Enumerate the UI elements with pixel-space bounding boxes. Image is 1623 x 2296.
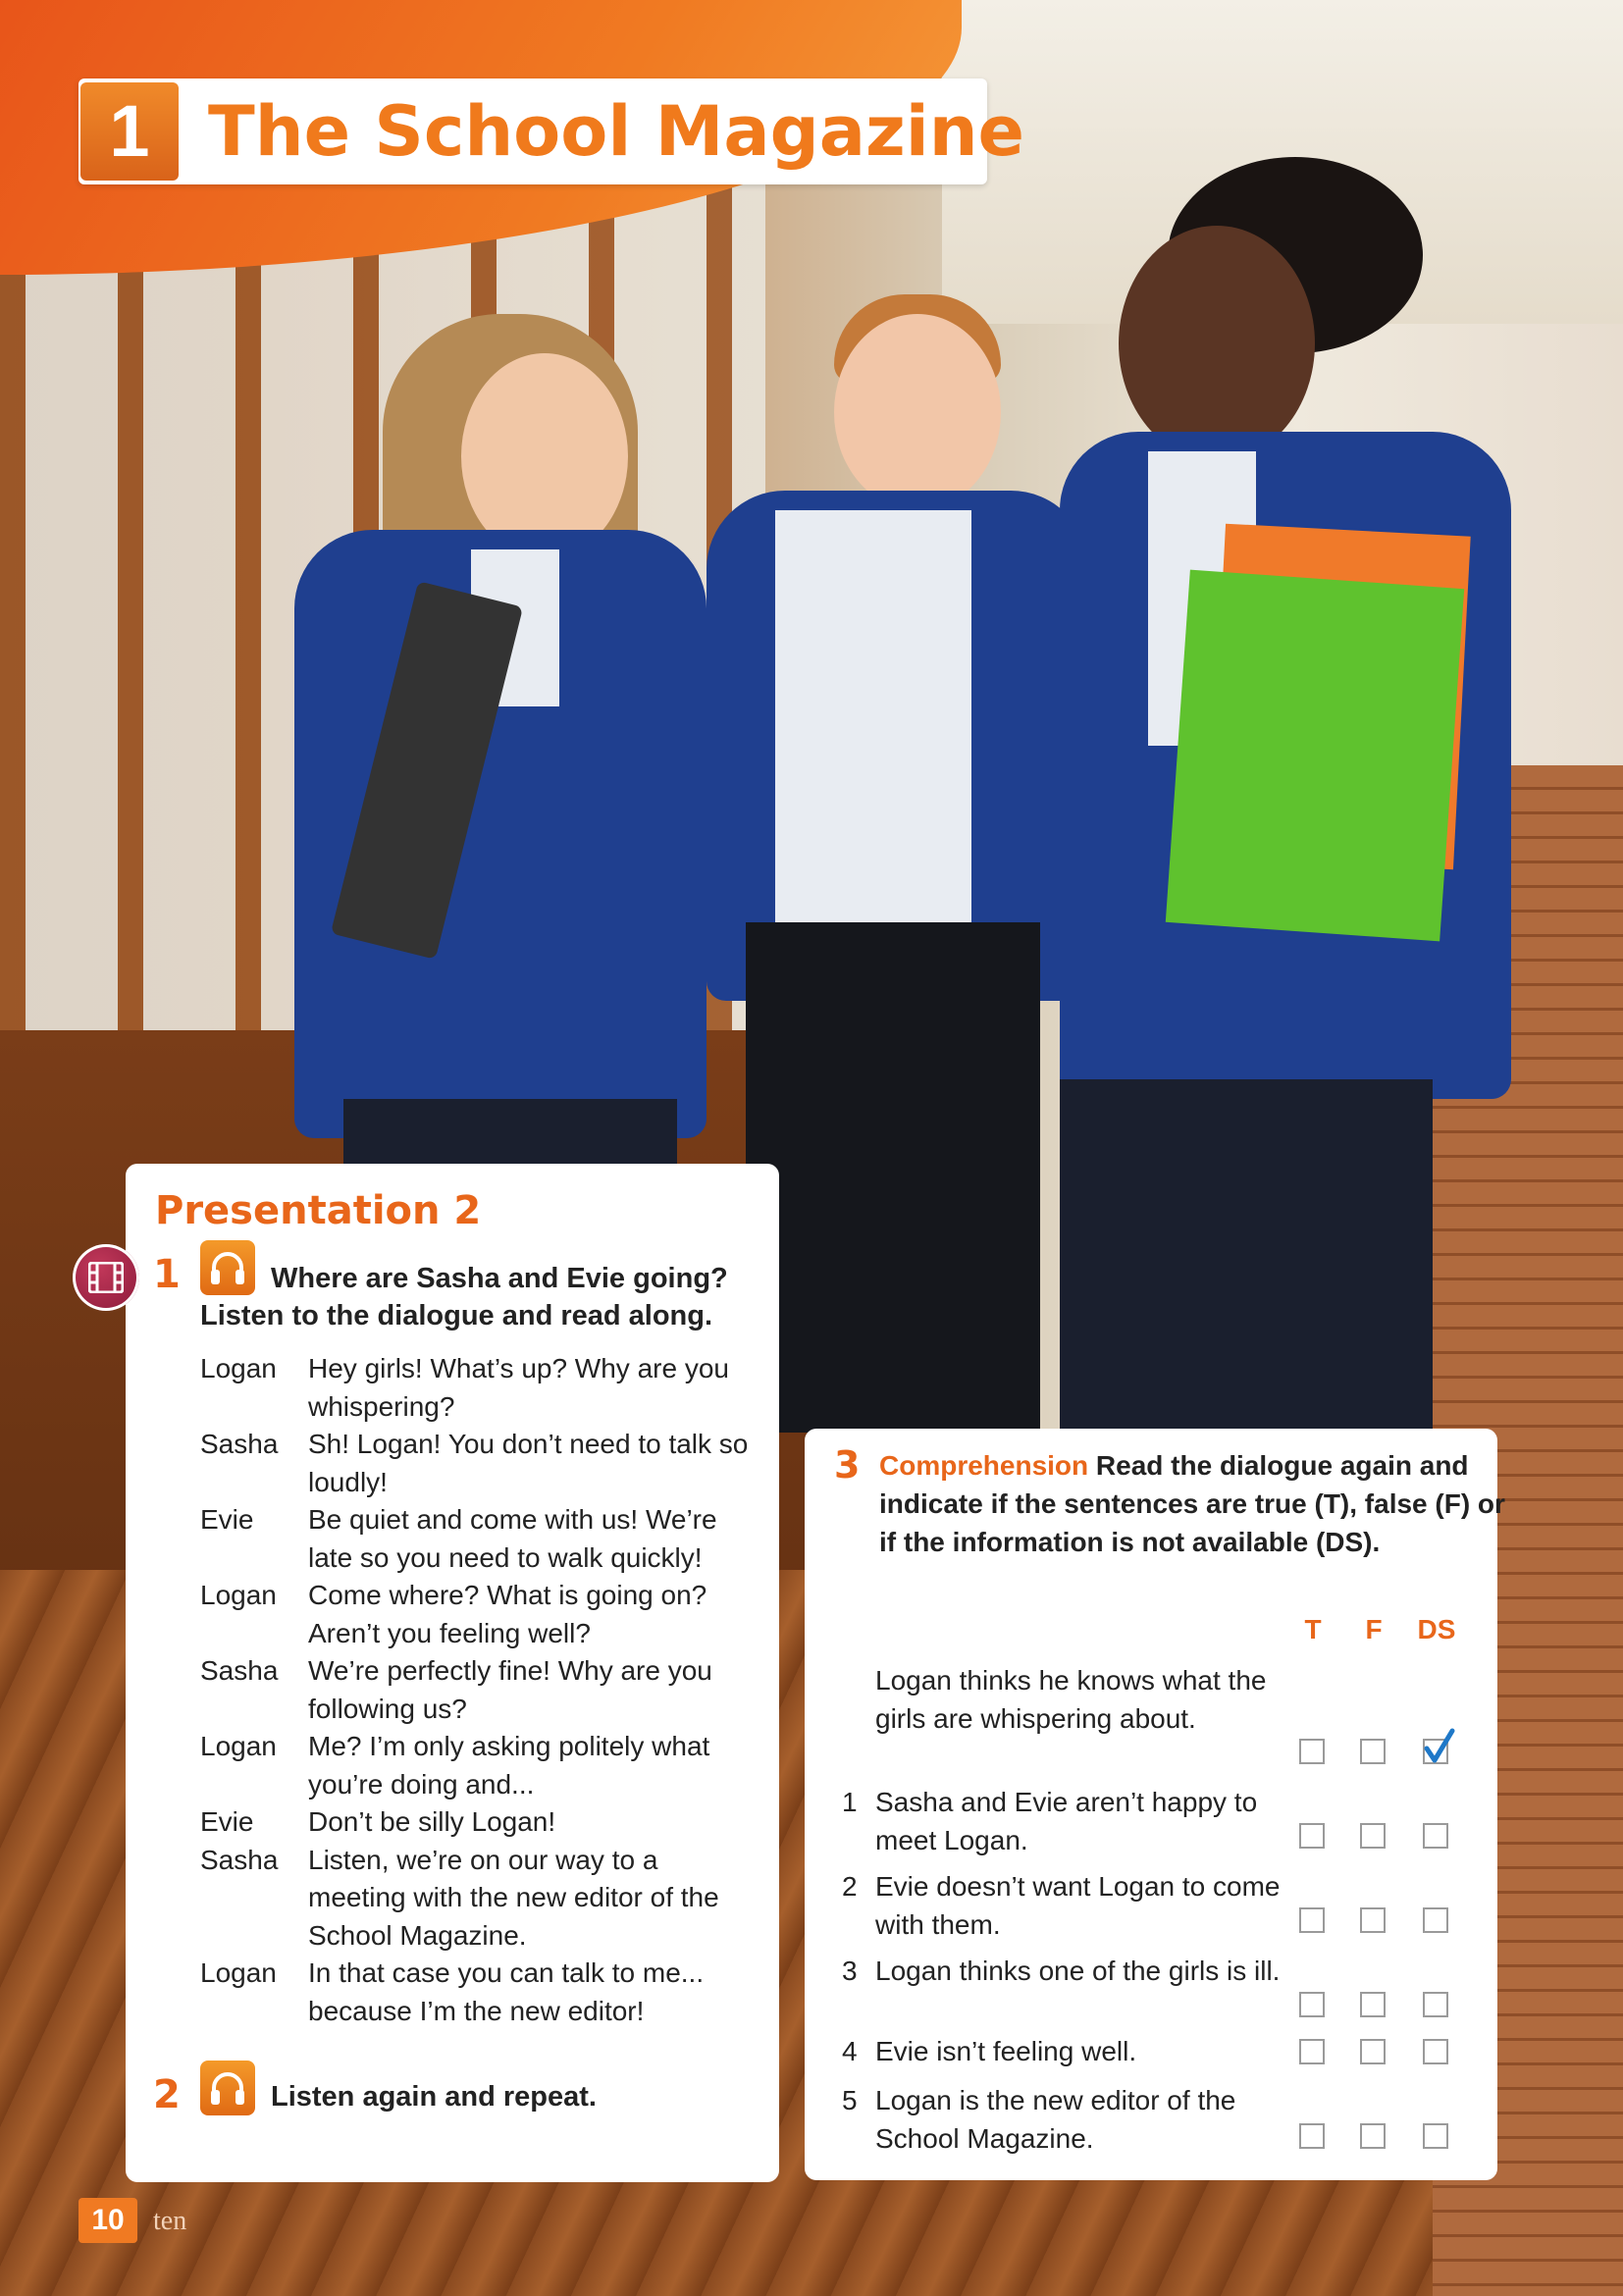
exercise-2-instruction: Listen again and repeat.: [271, 2081, 597, 2113]
dialogue-line: [200, 1955, 759, 2030]
statement-text: Logan thinks he knows what the girls are whispering about.: [875, 1665, 1267, 1734]
dialogue-line: [200, 1426, 759, 1501]
headphones-icon[interactable]: [200, 2061, 255, 2115]
statement-text: Sasha and Evie aren’t happy to meet Logan.: [875, 1787, 1258, 1855]
dialogue-line: [200, 1501, 759, 1577]
exercise-1-number: 1: [153, 1252, 181, 1297]
checkbox-f[interactable]: [1360, 2123, 1386, 2149]
dialogue-line: [200, 1728, 759, 1803]
statement-number: 5: [842, 2085, 858, 2115]
dialogue-text: In that case you can talk to me... because I’m the new editor!: [308, 1957, 705, 2026]
dialogue-text: Listen, we’re on our way to a meeting with the new editor of the School Magazine.: [308, 1844, 719, 1951]
check-icon: [1423, 1727, 1456, 1766]
unit-number: 1: [80, 82, 179, 181]
unit-title: The School Magazine: [208, 91, 1025, 172]
dialogue-text: Be quiet and come with us! We’re late so you need to walk quickly!: [308, 1504, 717, 1573]
statement-number: 3: [842, 1956, 858, 1986]
dialogue-speaker: Sasha: [200, 1429, 279, 1459]
statement: [842, 2033, 1287, 2071]
dialogue-text: Don’t be silly Logan!: [308, 1806, 556, 1837]
dialogue-speaker: Evie: [200, 1806, 254, 1837]
exercise-2-number: 2: [153, 2072, 181, 2117]
checkbox-f[interactable]: [1360, 1739, 1386, 1764]
dialogue-text: Hey girls! What’s up? Why are you whispering?: [308, 1353, 729, 1422]
checkbox-t[interactable]: [1299, 1907, 1325, 1933]
dialogue-line: [200, 1350, 759, 1426]
checkbox-t[interactable]: [1299, 2123, 1325, 2149]
checkbox-f[interactable]: [1360, 2039, 1386, 2064]
dialogue-speaker: Sasha: [200, 1844, 279, 1875]
dialogue-text: We’re perfectly fine! Why are you following us?: [308, 1655, 712, 1724]
dialogue-text: Me? I’m only asking politely what you’re doing and...: [308, 1731, 710, 1800]
column-header-t: T: [1304, 1614, 1322, 1644]
statement-text: Logan is the new editor of the School Magazine.: [875, 2085, 1236, 2154]
dialogue-speaker: Logan: [200, 1957, 277, 1988]
column-header-f: F: [1365, 1614, 1383, 1644]
checkbox-t[interactable]: [1299, 1823, 1325, 1849]
statement: [842, 2082, 1287, 2158]
checkbox-f[interactable]: [1360, 1907, 1386, 1933]
dialogue-line: [200, 1842, 759, 1956]
dialogue-speaker: Logan: [200, 1731, 277, 1761]
checkbox-t[interactable]: [1299, 1992, 1325, 2017]
dialogue-line: [200, 1652, 759, 1728]
dialogue-line: [200, 1577, 759, 1652]
checkbox-ds[interactable]: [1423, 1739, 1448, 1764]
dialogue-speaker: Logan: [200, 1580, 277, 1610]
statement: [842, 1953, 1287, 1991]
statement: [842, 1784, 1287, 1859]
dialogue-text: Come where? What is going on? Aren’t you feeling well?: [308, 1580, 707, 1648]
page-number: 10: [79, 2198, 137, 2243]
checkbox-t[interactable]: [1299, 1739, 1325, 1764]
dialogue-speaker: Evie: [200, 1504, 254, 1535]
page-number-word: ten: [153, 2206, 187, 2236]
dialogue-line: [200, 1803, 759, 1842]
checkbox-f[interactable]: [1360, 1823, 1386, 1849]
video-icon[interactable]: [73, 1244, 139, 1311]
comprehension-instruction: [879, 1446, 1507, 1561]
dialogue-speaker: Logan: [200, 1353, 277, 1383]
column-header-ds: DS: [1417, 1614, 1456, 1644]
section-title: Presentation 2: [155, 1188, 482, 1233]
comprehension-label: Comprehension: [879, 1450, 1089, 1481]
dialogue-speaker: Sasha: [200, 1655, 279, 1686]
statement: [842, 1868, 1287, 1944]
exercise-1-instruction-line1: Where are Sasha and Evie going?: [271, 1263, 728, 1294]
statement-number: 2: [842, 1871, 858, 1902]
checkbox-ds[interactable]: [1423, 1907, 1448, 1933]
dialogue-text: Sh! Logan! You don’t need to talk so loudly!: [308, 1429, 749, 1497]
checkbox-f[interactable]: [1360, 1992, 1386, 2017]
dialogue: [200, 1350, 759, 2030]
statement-number: 4: [842, 2036, 858, 2066]
exercise-3-number: 3: [834, 1443, 861, 1487]
checkbox-t[interactable]: [1299, 2039, 1325, 2064]
checkbox-ds[interactable]: [1423, 2039, 1448, 2064]
comprehension-instruction-text: Read the dialogue again and indicate if the sentences are true (T), false (F) or if the information is not available (DS).: [879, 1450, 1505, 1557]
exercise-1-instruction-line2: Listen to the dialogue and read along.: [200, 1300, 713, 1331]
statement-text: Evie doesn’t want Logan to come with them.: [875, 1871, 1281, 1940]
statement-number: 1: [842, 1787, 858, 1817]
checkbox-ds[interactable]: [1423, 1823, 1448, 1849]
statement-text: Evie isn’t feeling well.: [875, 2036, 1137, 2066]
statement-text: Logan thinks one of the girls is ill.: [875, 1956, 1281, 1986]
statement: [875, 1662, 1287, 1738]
checkbox-ds[interactable]: [1423, 1992, 1448, 2017]
checkbox-ds[interactable]: [1423, 2123, 1448, 2149]
headphones-icon[interactable]: [200, 1240, 255, 1295]
